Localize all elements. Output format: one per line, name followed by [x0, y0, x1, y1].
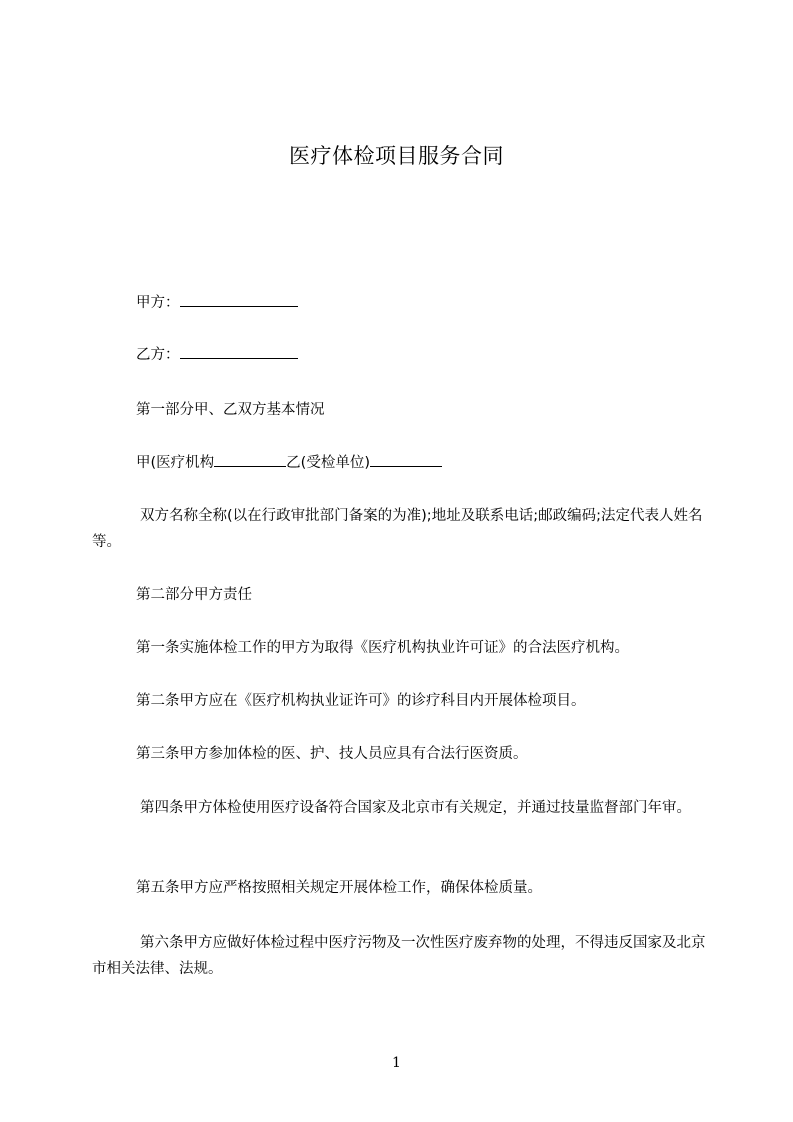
parties-b-label: 乙(受检单位) [286, 455, 370, 471]
article-3: 第三条甲方参加体检的医、护、技人员应具有合法行医资质。 [136, 746, 528, 762]
parties-note: 双方名称全称(以在行政审批部门备案的为准);地址及联系电话;邮政编码;法定代表人姓名等。 [92, 508, 703, 550]
article-4: 第四条甲方体检使用医疗设备符合国家及北京市有关规定，并通过技量监督部门年审。 [140, 800, 691, 816]
article-6: 第六条甲方应做好体检过程中医疗污物及一次性医疗废弃物的处理，不得违反国家及北京市相关法律、法规。 [92, 935, 706, 977]
page-number: 1 [392, 1055, 401, 1071]
parties-b-blank [370, 451, 442, 467]
article-2: 第二条甲方应在《医疗机构执业证许可》的诊疗科目内开展体检项目。 [136, 693, 586, 709]
party-b-blank [180, 343, 298, 359]
section2-heading: 第二部分甲方责任 [136, 587, 252, 603]
document-title: 医疗体检项目服务合同 [289, 144, 504, 168]
section1-heading: 第一部分甲、乙双方基本情况 [136, 402, 325, 418]
party-b-line [136, 342, 756, 368]
article-1: 第一条实施体检工作的甲方为取得《医疗机构执业许可证》的合法医疗机构。 [136, 640, 629, 656]
parties-line [136, 450, 756, 476]
party-a-blank [180, 291, 298, 307]
parties-a-label: 甲(医疗机构 [136, 455, 215, 471]
party-b-label: 乙方： [136, 347, 180, 363]
parties-a-blank [214, 451, 286, 467]
party-a-label: 甲方： [136, 295, 180, 311]
article-5: 第五条甲方应严格按照相关规定开展体检工作，确保体检质量。 [136, 880, 542, 896]
party-a-line [136, 290, 756, 316]
